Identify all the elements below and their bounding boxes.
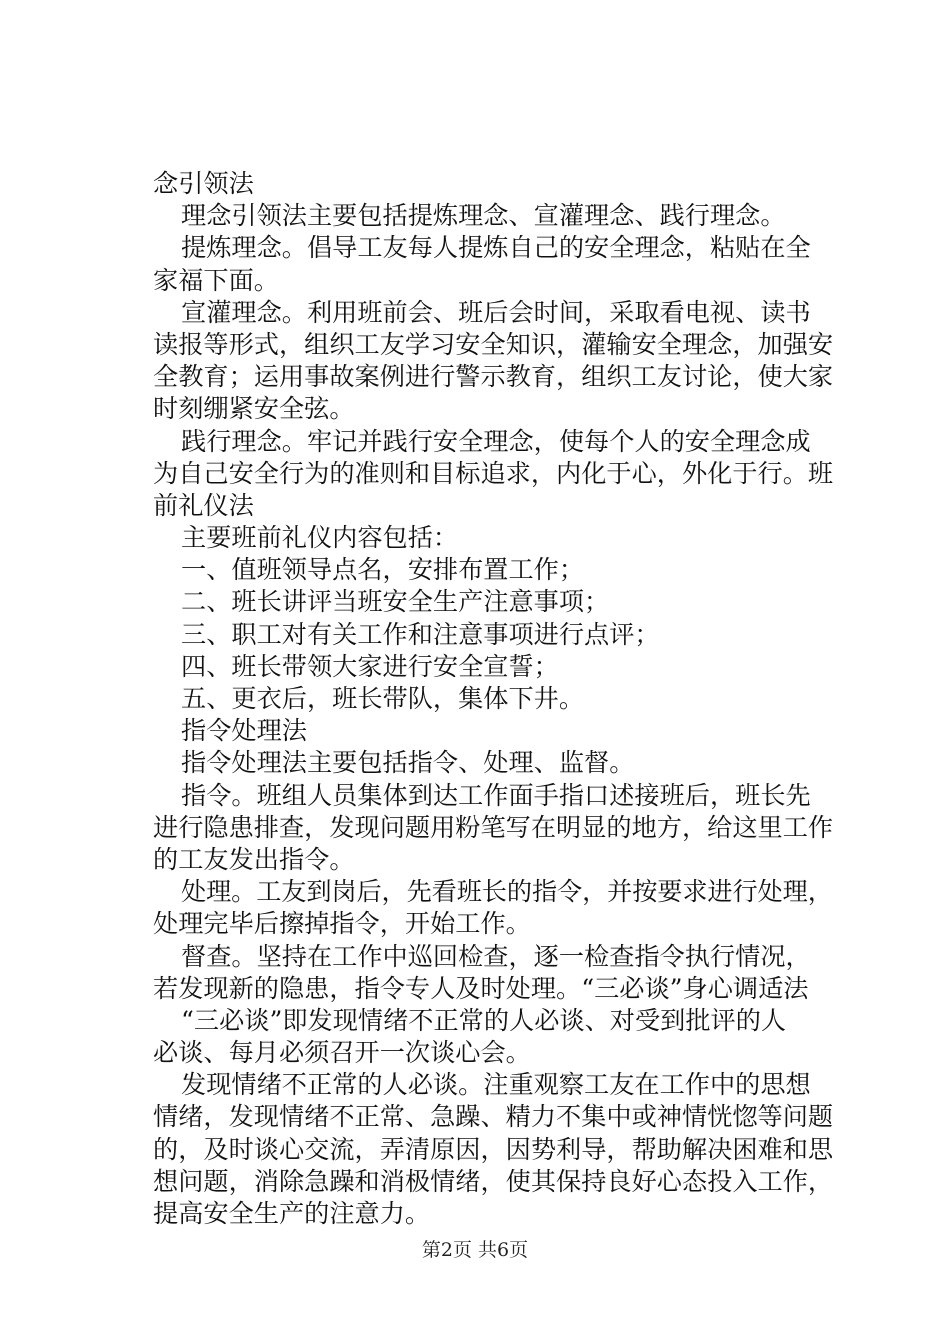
- text-line: 若发现新的隐患，指令专人及时处理。“三必谈”身心调适法: [153, 973, 809, 1003]
- text-line: 一、值班领导点名，安排布置工作；: [181, 555, 584, 585]
- text-line: 的，及时谈心交流，弄清原因，因势利导，帮助解决困难和思: [153, 1134, 834, 1164]
- text-line: 时刻绷紧安全弦。: [153, 394, 355, 424]
- text-line: 五、更衣后，班长带队，集体下井。: [181, 684, 584, 713]
- text-line: 前礼仪法: [153, 490, 254, 520]
- page-footer: 第2页 共6页: [421, 1239, 529, 1261]
- text-line: 主要班前礼仪内容包括：: [181, 523, 459, 553]
- text-line: 必谈、每月必须召开一次谈心会。: [153, 1038, 531, 1068]
- text-line: 理念引领法主要包括提炼理念、宣灌理念、践行理念。: [181, 201, 786, 231]
- text-line: 三、职工对有关工作和注意事项进行点评；: [181, 619, 660, 649]
- text-line: 处理。工友到岗后，先看班长的指令，并按要求进行处理，: [181, 877, 833, 907]
- text-line: 督查。坚持在工作中巡回检查，逐一检查指令执行情况，: [181, 941, 811, 971]
- text-line: 全教育；运用事故案例进行警示教育，组织工友讨论，使大家: [153, 362, 834, 392]
- text-line: 情绪，发现情绪不正常、急躁、精力不集中或神情恍惚等问题: [153, 1102, 834, 1132]
- text-line: 提炼理念。倡导工友每人提炼自己的安全理念，粘贴在全: [181, 233, 811, 263]
- text-line: 二、班长讲评当班安全生产注意事项；: [181, 587, 610, 617]
- text-line: 为自己安全行为的准则和目标追求，内化于心，外化于行。班: [153, 458, 834, 488]
- text-line: 念引领法: [153, 169, 254, 198]
- text-line: 家福下面。: [153, 265, 279, 295]
- text-line: 提高安全生产的注意力。: [153, 1199, 431, 1228]
- text-line: 读报等形式，组织工友学习安全知识，灌输安全理念，加强安: [153, 329, 834, 359]
- text-line: 发现情绪不正常的人必谈。注重观察工友在工作中的思想: [181, 1070, 811, 1100]
- text-line: 践行理念。牢记并践行安全理念，使每个人的安全理念成: [181, 426, 811, 456]
- text-line: 宣灌理念。利用班前会、班后会时间，采取看电视、读书: [181, 297, 811, 327]
- text-line: “三必谈”即发现情绪不正常的人必谈、对受到批评的人: [181, 1005, 787, 1035]
- text-line: 指令。班组人员集体到达工作面手指口述接班后，班长先: [181, 780, 811, 810]
- text-line: 的工友发出指令。: [153, 844, 355, 874]
- text-line: 四、班长带领大家进行安全宣誓；: [181, 651, 559, 681]
- document-body: [153, 168, 833, 1230]
- text-line: 指令处理法: [181, 716, 307, 746]
- text-line: 处理完毕后擦掉指令，开始工作。: [153, 909, 531, 939]
- text-line: 指令处理法主要包括指令、处理、监督。: [181, 748, 635, 778]
- text-line: 进行隐患排查，发现问题用粉笔写在明显的地方，给这里工作: [153, 812, 834, 842]
- text-line: 想问题，消除急躁和消极情绪，使其保持良好心态投入工作，: [153, 1166, 834, 1196]
